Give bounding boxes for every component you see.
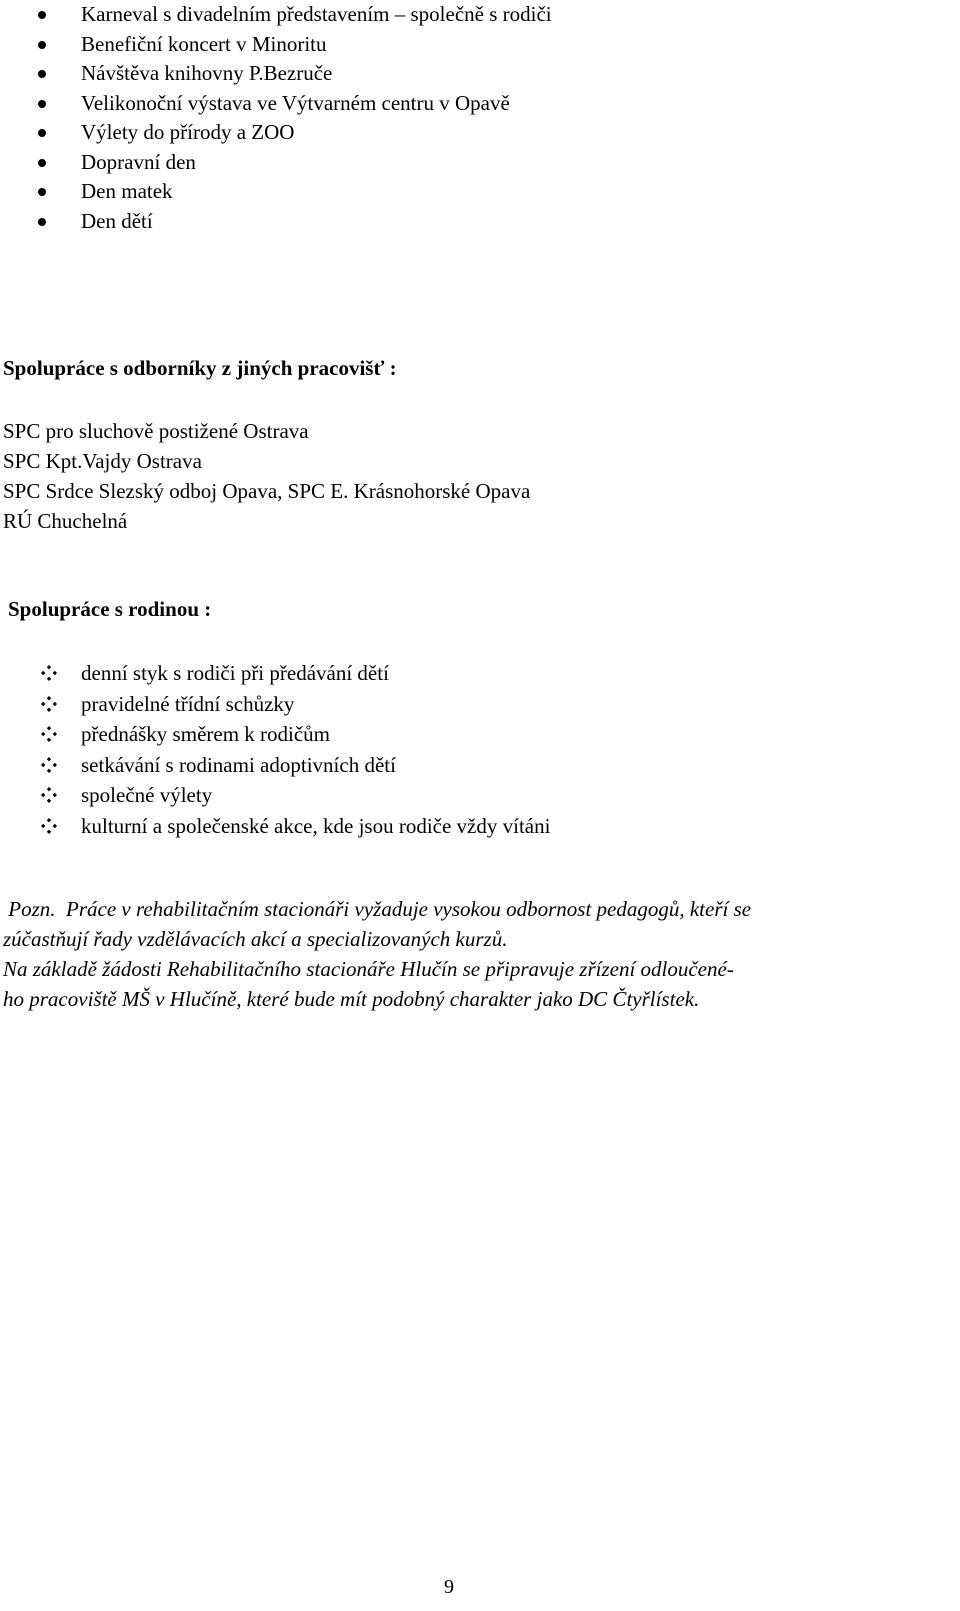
activity-label: Den dětí — [81, 208, 153, 233]
experts-heading: Spolupráce s odborníky z jiných pracovišť : — [3, 356, 397, 380]
bullet-icon — [38, 188, 46, 196]
note-paragraph — [3, 894, 953, 1014]
list-item — [0, 207, 552, 237]
list-item — [0, 30, 552, 60]
note-line: Na základě žádosti Rehabilitačního stacionáře Hlučín se připravuje zřízení odloučené- — [3, 957, 734, 981]
four-diamond-bullet-icon — [40, 786, 58, 804]
list-item — [0, 750, 550, 781]
expert-line: SPC Srdce Slezský odboj Opava, SPC E. Krásnohorské Opava — [3, 479, 531, 503]
family-item-label: denní styk s rodiči při předávání dětí — [81, 661, 389, 685]
bullet-icon — [38, 159, 46, 167]
bullet-icon — [38, 41, 46, 49]
note-line: ho pracoviště MŠ v Hlučíně, které bude mít podobný charakter jako DC Čtyřlístek. — [3, 987, 700, 1011]
activity-label: Návštěva knihovny P.Bezruče — [81, 61, 333, 85]
list-item — [0, 0, 552, 30]
list-item — [0, 689, 550, 720]
expert-line: RÚ Chuchelná — [3, 509, 128, 533]
four-diamond-bullet-icon — [40, 756, 58, 774]
expert-line: SPC pro sluchově postižené Ostrava — [3, 419, 309, 443]
list-item — [0, 719, 550, 750]
activity-label: Dopravní den — [81, 149, 196, 174]
family-list — [0, 658, 550, 841]
family-item-label: setkávání s rodinami adoptivních dětí — [81, 752, 396, 777]
list-item — [0, 148, 552, 178]
family-item-label: přednášky směrem k rodičům — [81, 722, 331, 746]
note-line: zúčastňují řady vzdělávacích akcí a specializovaných kurzů. — [3, 927, 508, 951]
list-item — [0, 658, 550, 689]
four-diamond-bullet-icon — [40, 725, 58, 743]
four-diamond-bullet-icon — [40, 664, 58, 682]
list-item — [0, 118, 552, 148]
activity-label: Výlety do přírody a ZOO — [81, 120, 295, 144]
activities-list — [0, 0, 552, 236]
activity-label: Benefiční koncert v Minoritu — [81, 31, 327, 56]
bullet-icon — [38, 129, 46, 137]
list-item — [0, 780, 550, 811]
list-item — [0, 811, 550, 842]
four-diamond-bullet-icon — [40, 817, 58, 835]
note-line: Pozn. Práce v rehabilitačním stacionáři vyžaduje vysokou odbornost pedagogů, kteří se — [3, 897, 752, 921]
list-item — [0, 89, 552, 119]
list-item — [0, 59, 552, 89]
bullet-icon — [38, 100, 46, 108]
activity-label: Velikonoční výstava ve Výtvarném centru v Opavě — [81, 90, 510, 115]
bullet-icon — [38, 70, 46, 78]
list-item — [0, 177, 552, 207]
family-item-label: pravidelné třídní schůzky — [81, 691, 295, 716]
family-item-label: kulturní a společenské akce, kde jsou rodiče vždy vítáni — [81, 813, 551, 838]
four-diamond-bullet-icon — [40, 695, 58, 713]
expert-line: SPC Kpt.Vajdy Ostrava — [3, 449, 202, 473]
family-heading: Spolupráce s rodinou : — [8, 597, 212, 621]
bullet-icon — [38, 11, 46, 19]
activity-label: Karneval s divadelním představením – společně s rodiči — [81, 2, 552, 26]
family-item-label: společné výlety — [81, 783, 213, 807]
bullet-icon — [38, 218, 46, 226]
page-number: 9 — [444, 1576, 454, 1598]
activity-label: Den matek — [81, 179, 173, 203]
